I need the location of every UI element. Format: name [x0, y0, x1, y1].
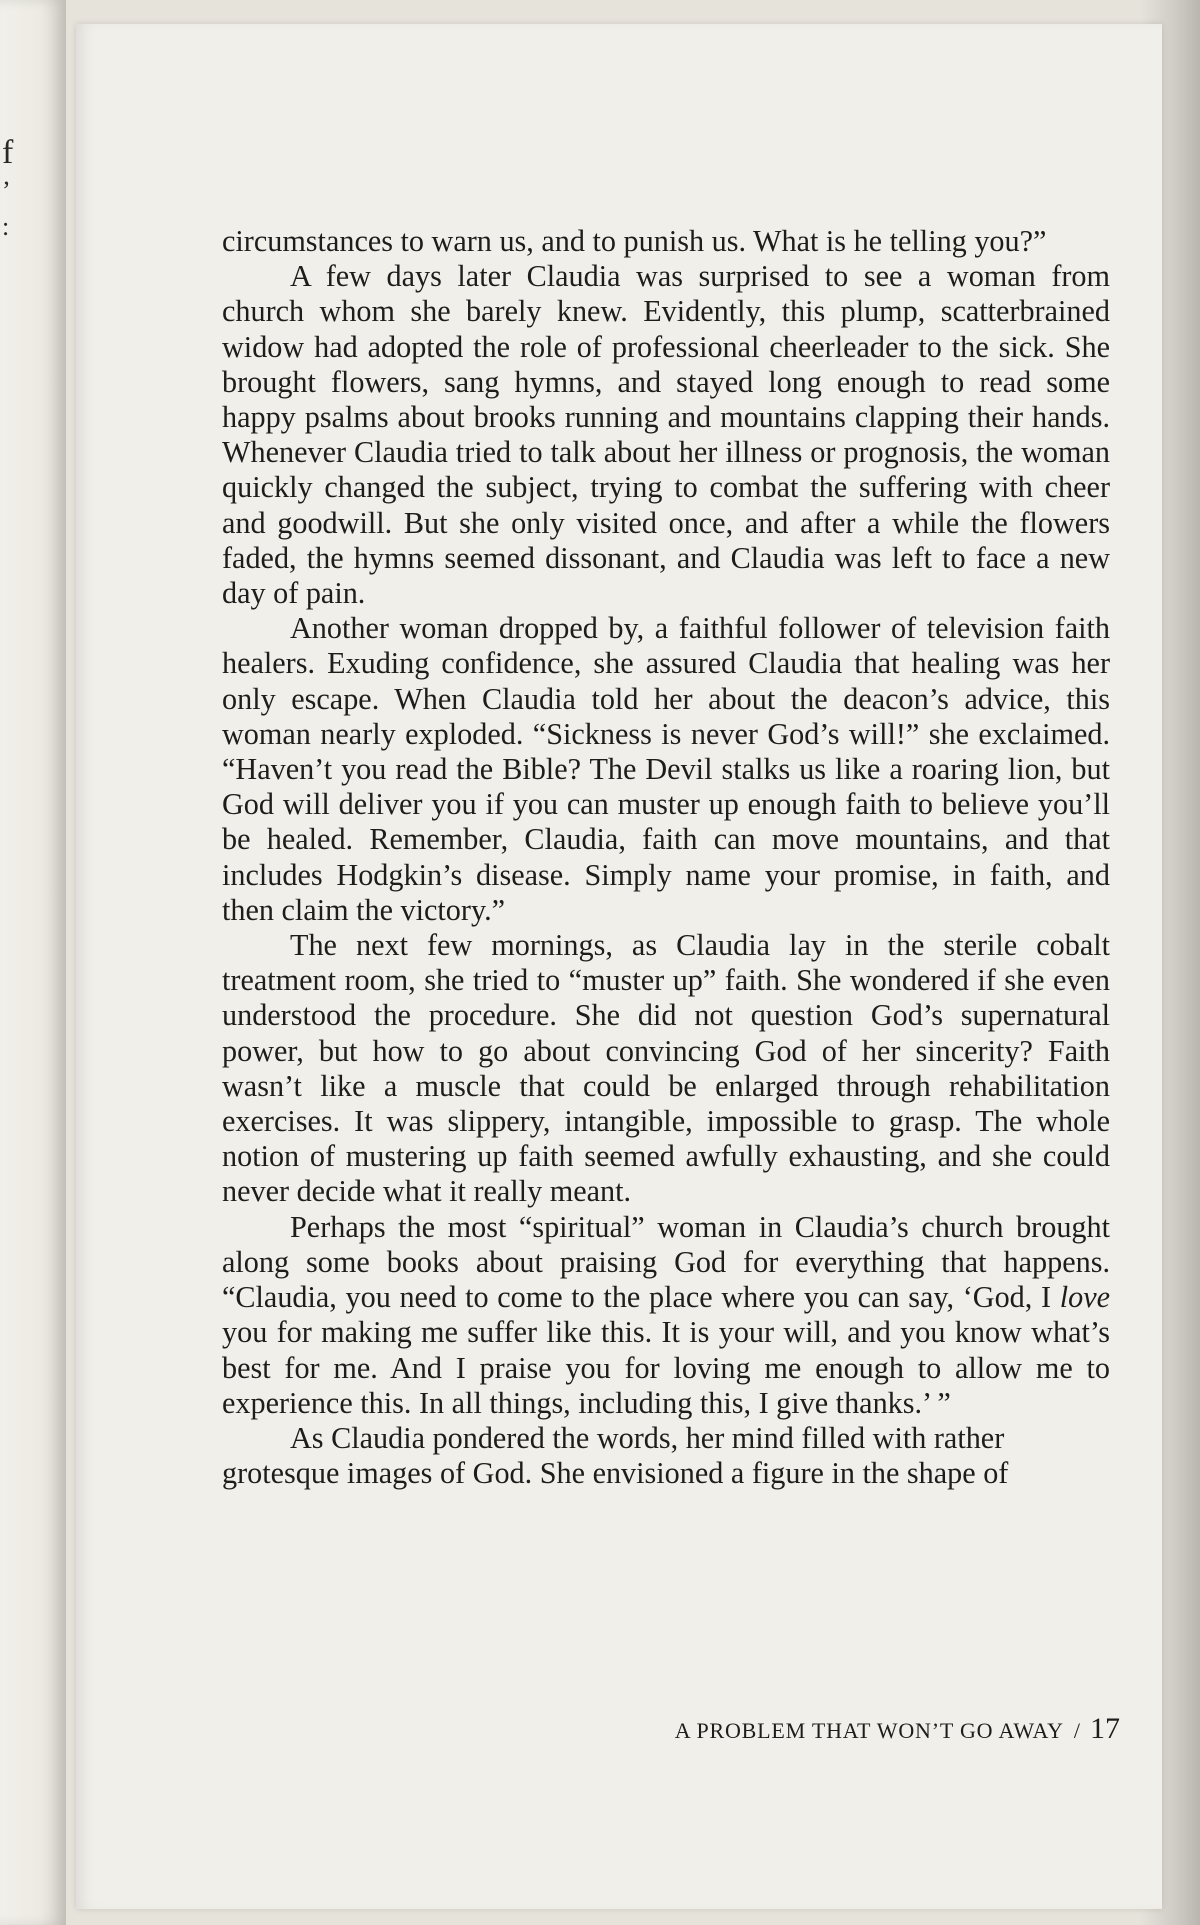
paragraph-2: A few days later Claudia was surprised to see a woman from church whom she barely knew. Evidently, this plump, scatterbrained widow had adopted the role of professional cheerleader to the sick. She brought flowers, sang hymns, and stayed long enough to read some happy psalms about brooks running and mountains clapping their hands. Whenever Claudia tried to talk about her illness or prognosis, the woman quickly changed the subject, trying to combat the suffering with cheer and goodwill. But she only visited once, and after a while the flowers faded, the hymns seemed dissonant, and Claudia was left to face a new day of pain.: [222, 259, 1110, 611]
previous-page-fragment: ’: [2, 176, 11, 205]
book-page: [76, 24, 1162, 1909]
previous-page-edge: [0, 0, 66, 1925]
paragraph-5: [222, 1210, 1110, 1421]
paragraph-3: Another woman dropped by, a faithful follower of television faith healers. Exuding confidence, she assured Claudia that healing was her only escape. When Claudia told her about the deacon’s advice, this woman nearly exploded. “Sickness is never God’s will!” she exclaimed. “Haven’t you read the Bible? The Devil stalks us like a roaring lion, but God will deliver you if you can muster up enough faith to believe you’ll be healed. Remember, Claudia, faith can move mountains, and that includes Hodgkin’s disease. Simply name your promise, in faith, and then claim the victory.”: [222, 611, 1110, 927]
previous-page-fragment: f: [2, 134, 14, 171]
body-text: [222, 224, 1110, 1491]
paragraph-1: circumstances to warn us, and to punish us. What is he telling you?”: [222, 224, 1047, 258]
paragraph-4: The next few mornings, as Claudia lay in the sterile cobalt treatment room, she tried to “muster up” faith. She wondered if she even understood the procedure. She did not question God’s supernatural power, but how to go about convincing God of her sincerity? Faith wasn’t like a muscle that could be enlarged through rehabilitation exercises. It was slippery, intangible, impossible to grasp. The whole notion of mustering up faith seemed awfully exhausting, and she could never decide what it really meant.: [222, 928, 1110, 1209]
page-footer: [554, 1712, 1120, 1746]
paragraph-6: As Claudia pondered the words, her mind filled with rather grotesque images of God. She envisioned a figure in the shape of: [222, 1420, 1009, 1491]
paragraph-5-part-2: you for making me suffer like this. It is your will, and you know what’s best for me. And I praise you for loving me enough to allow me to experience this. In all things, including this, I give thanks.’ ”: [222, 1315, 1110, 1420]
footer-separator: /: [1073, 1718, 1080, 1743]
page-number: 17: [1090, 1712, 1120, 1745]
paragraph-5-part-1: Perhaps the most “spiritual” woman in Claudia’s church brought along some books about praising God for everything that happens. “Claudia, you need to come to the place where you can say, ‘God, I: [222, 1209, 1110, 1315]
previous-page-fragment: :: [2, 212, 10, 241]
running-head: A PROBLEM THAT WON’T GO AWAY: [674, 1718, 1064, 1743]
emphasis-love: love: [1059, 1280, 1110, 1315]
